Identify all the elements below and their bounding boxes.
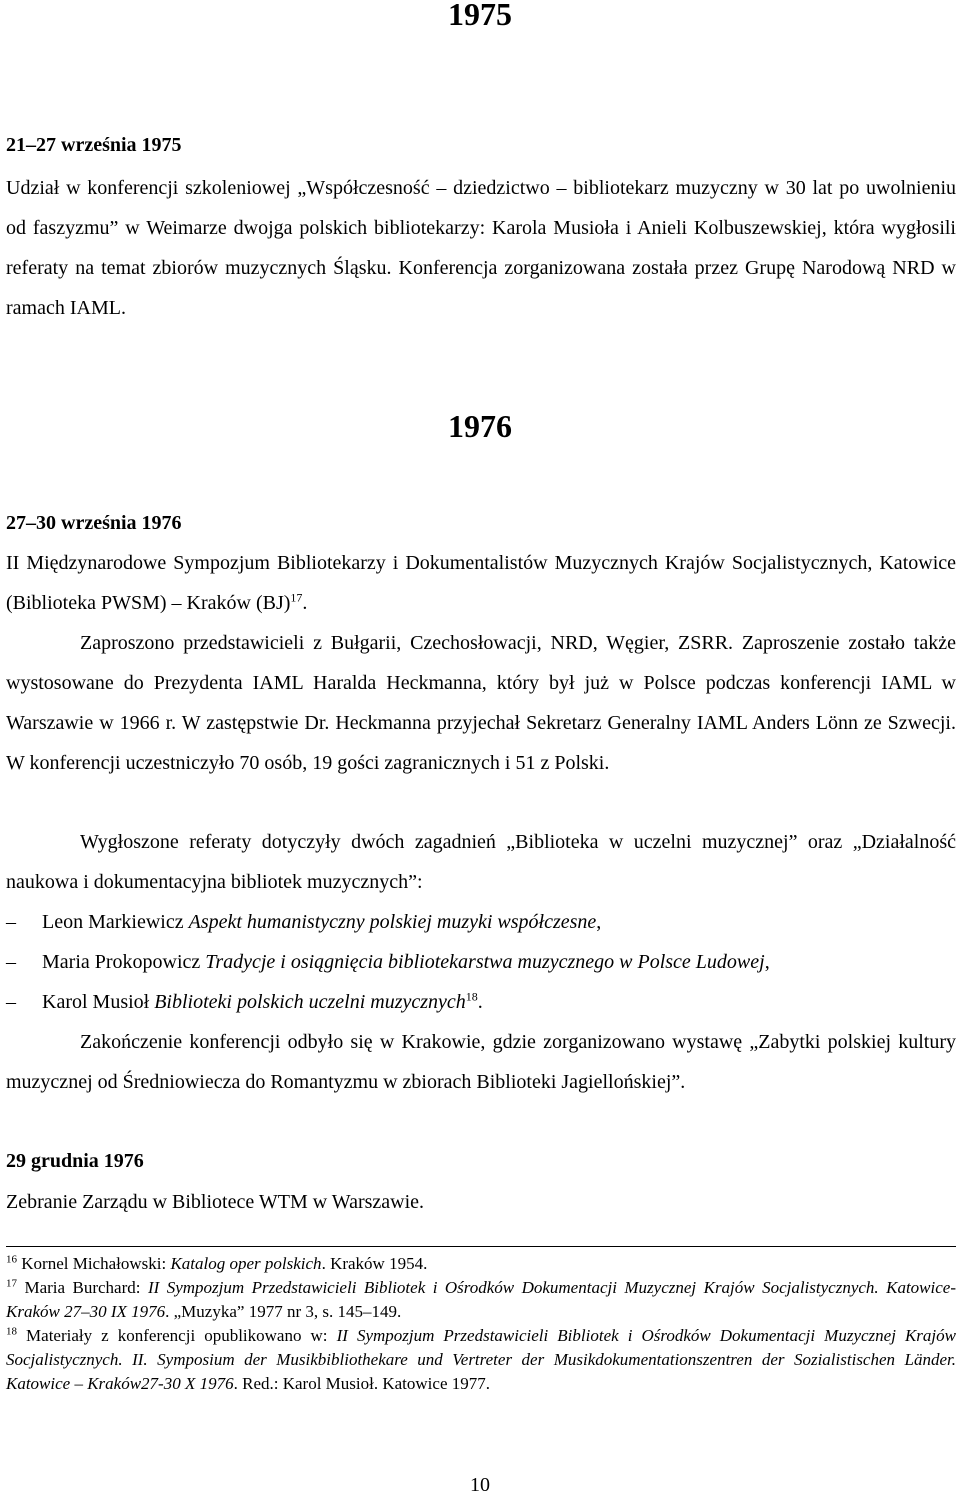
dash-bullet: – bbox=[6, 911, 16, 933]
footnote-number: 16 bbox=[6, 1253, 17, 1266]
footnote-text: Materiały z konferencji opublikowano w: bbox=[26, 1326, 337, 1345]
entry-date-1975: 21–27 września 1975 bbox=[6, 134, 182, 156]
entry-paragraph-1 bbox=[6, 543, 956, 623]
talk-end: . bbox=[477, 991, 483, 1013]
entry-paragraph-3: Wygłoszone referaty dotyczyły dwóch zagadnień „Biblioteka w uczelni muzycznej” oraz „Działalność naukowa i dokumentacyjna bibliotek muzycznych”: bbox=[6, 831, 956, 893]
entry-date-1976b: 29 grudnia 1976 bbox=[6, 1150, 144, 1172]
footnote-title: Katalog oper polskich bbox=[170, 1254, 322, 1273]
entry-paragraph-2: Zaproszono przedstawicieli z Bułgarii, Czechosłowacji, NRD, Węgier, ZSRR. Zaproszenie zostało także wystosowane do Prezydenta IAML Haralda Heckmanna, który był już w Polsce podczas konferencji IAML w Warszawie w 1966 r. W zastępstwie Dr. Heckmanna przyjechał Sekretarz Generalny IAML Anders Lönn ze Szwecji. W konferencji uczestniczyło 70 osób, 19 gości zagranicznych i 51 z Polski. bbox=[6, 632, 956, 774]
talk-author: Leon Markiewicz bbox=[42, 911, 184, 933]
footnote-16 bbox=[6, 1252, 956, 1276]
dash-bullet: – bbox=[6, 951, 16, 973]
footnote-18 bbox=[6, 1324, 956, 1396]
talk-title: Tradycje i osiągnięcia bibliotekarstwa muzycznego w Polsce Ludowej bbox=[205, 951, 765, 973]
talk-author: Maria Prokopowicz bbox=[42, 951, 201, 973]
entry-paragraph-1-text: II Międzynarodowe Sympozjum Bibliotekarzy i Dokumentalistów Muzycznych Krajów Socjalistycznych, Katowice (Biblioteka PWSM) – Kraków (BJ) bbox=[6, 552, 956, 614]
footnote-text: Maria Burchard: bbox=[24, 1278, 148, 1297]
list-item bbox=[6, 902, 956, 942]
footnotes bbox=[6, 1252, 956, 1396]
page-number: 10 bbox=[470, 1474, 490, 1496]
footnote-ref-17: 17 bbox=[290, 590, 303, 605]
entry-date-1976a: 27–30 września 1976 bbox=[6, 512, 182, 534]
footnote-number: 18 bbox=[6, 1325, 17, 1338]
talk-end: , bbox=[764, 951, 770, 973]
entry-paragraph-4: Zakończenie konferencji odbyło się w Krakowie, gdzie zorganizowano wystawę „Zabytki polskiej kultury muzycznej od Średniowiecza do Romantyzmu w zbiorach Biblioteki Jagiellońskiej”. bbox=[6, 1031, 956, 1093]
footnote-title: II Sympozjum Przedstawicieli Bibliotek i Ośrodków Dokumentacji Muzycznej Krajów Socjalistycznych. Katowice-Kraków 27–30 IX 1976 bbox=[6, 1278, 956, 1321]
talk-author: Karol Musioł bbox=[42, 991, 150, 1013]
footnote-title: II Sympozjum Przedstawicieli Bibliotek i Ośrodków Dokumentacji Muzycznej Krajów Socjalistycznych. II. Symposium der Musikbibliothekare und Vertreter der Musikdokumentationszentren der Sozialistischen Länder. Katowice – Kraków27-30 X 1976 bbox=[6, 1326, 956, 1393]
talks-list bbox=[6, 902, 956, 1022]
list-item bbox=[6, 982, 956, 1022]
entry-text-1976b: Zebranie Zarządu w Bibliotece WTM w Warszawie. bbox=[6, 1191, 425, 1213]
talk-title: Biblioteki polskich uczelni muzycznych bbox=[154, 991, 466, 1013]
footnote-text-end: . Kraków 1954. bbox=[321, 1254, 428, 1273]
entry-text-1975: Udział w konferencji szkoleniowej „Współczesność – dziedzictwo – bibliotekarz muzyczny w 30 lat po uwolnieniu od faszyzmu” w Weimarze dwojga polskich bibliotekarzy: Karola Musioła i Anieli Kolbuszewskiej, która wygłosili referaty na temat zbiorów muzycznych Śląsku. Konferencja zorganizowana została przez Grupę Narodową NRD w ramach IAML. bbox=[6, 177, 956, 319]
section-title-1976: 1976 bbox=[448, 408, 512, 444]
footnote-17 bbox=[6, 1276, 956, 1324]
list-item bbox=[6, 942, 956, 982]
page-title: 1975 bbox=[448, 0, 512, 32]
footnote-number: 17 bbox=[6, 1277, 17, 1290]
entry-paragraph-1-end: . bbox=[302, 592, 308, 614]
dash-bullet: – bbox=[6, 991, 16, 1013]
footnote-text: Kornel Michałowski: bbox=[21, 1254, 171, 1273]
footnote-ref-18: 18 bbox=[465, 989, 478, 1004]
footnote-text-end: . „Muzyka” 1977 nr 3, s. 145–149. bbox=[165, 1302, 402, 1321]
footnote-divider bbox=[6, 1246, 956, 1247]
footnote-text-end: . Red.: Karol Musioł. Katowice 1977. bbox=[233, 1374, 490, 1393]
talk-end: , bbox=[596, 911, 602, 933]
talk-title: Aspekt humanistyczny polskiej muzyki współczesne bbox=[188, 911, 597, 933]
